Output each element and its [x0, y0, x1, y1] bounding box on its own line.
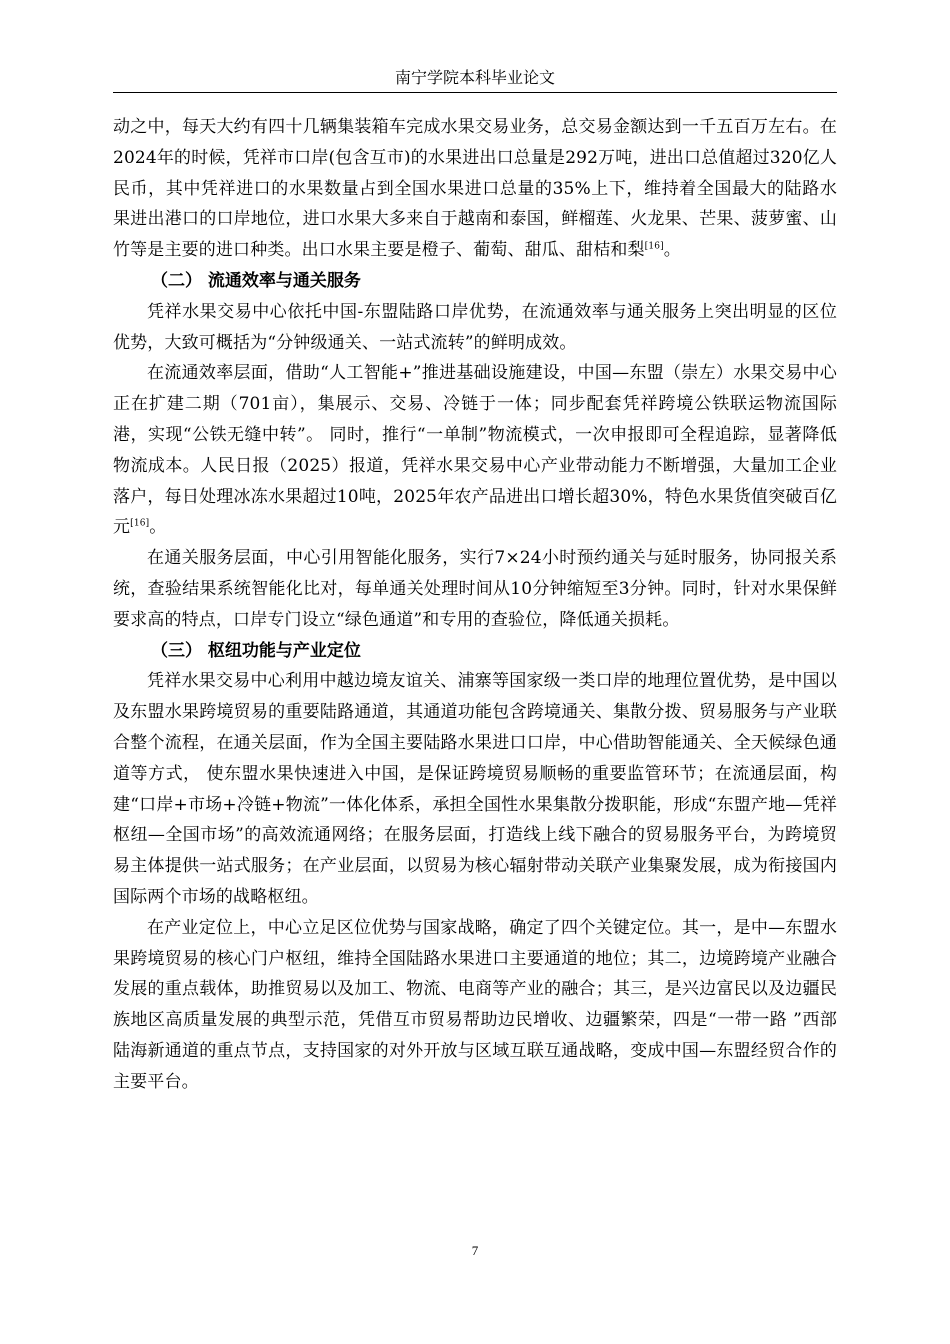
- header-title: 南宁学院本科毕业论文: [394, 68, 555, 87]
- page-header: [113, 66, 837, 93]
- citation: [16]: [130, 518, 150, 529]
- body-paragraph: 在流通效率层面，借助“人工智能+”推进基础设施建设，中国—东盟（崇左）水果交易中心正在扩建二期（701亩），集展示、交易、冷链于一体；同步配套凭祥跨境公铁联运物流国际港，实现“公铁无缝中转”。 同时，推行“一单制”物流模式，一次申报即可全程追踪，显著降低物流成本。人民日报（2025）报道，凭祥水果交易中心产业带动能力不断增强，大量加工企业落户，每日处理冰冻水果超过10吨，2025年农产品进出口增长超30%，特色水果货值突破百亿元[16]。: [113, 363, 837, 538]
- body-paragraph: 凭祥水果交易中心利用中越边境友谊关、浦寨等国家级一类口岸的地理位置优势，是中国以及东盟水果跨境贸易的重要陆路通道，其通道功能包含跨境通关、集散分拨、贸易服务与产业联合整个流程，在通关层面，作为全国主要陆路水果进口口岸，中心借助智能通关、全天候绿色通道等方式， 使东盟水果快速进入中国，是保证跨境贸易顺畅的重要监管环节；在流通层面，构建“口岸+市场+冷链+物流”一体化体系，承担全国性水果集散分拨职能，形成“东盟产地—凭祥枢纽—全国市场”的高效流通网络；在服务层面，打造线上线下融合的贸易服务平台，为跨境贸易主体提供一站式服务；在产业层面，以贸易为核心辐射带动关联产业集聚发展，成为衔接国内国际两个市场的战略枢纽。: [113, 671, 837, 907]
- document-body: [113, 112, 837, 1098]
- page-number: 7: [471, 1243, 479, 1258]
- section-heading: （三） 枢纽功能与产业定位: [151, 640, 361, 661]
- section-heading: （二） 流通效率与通关服务: [151, 270, 361, 291]
- body-paragraph: 凭祥水果交易中心依托中国-东盟陆路口岸优势，在流通效率与通关服务上突出明显的区位优势，大致可概括为“分钟级通关、一站式流转”的鲜明成效。: [113, 301, 837, 353]
- body-paragraph: 动之中，每天大约有四十几辆集装箱车完成水果交易业务，总交易金额达到一千五百万左右。在2024年的时候，凭祥市口岸(包含互市)的水果进出口总量是292万吨，进出口总值超过320亿人民币，其中凭祥进口的水果数量占到全国水果进口总量的35%上下，维持着全国最大的陆路水果进出港口的口岸地位，进口水果大多来自于越南和泰国，鲜榴莲、火龙果、芒果、菠萝蜜、山竹等是主要的进口种类。出口水果主要是橙子、葡萄、甜瓜、甜桔和梨[16]。: [113, 117, 837, 261]
- body-paragraph: 在通关服务层面，中心引用智能化服务，实行7×24小时预约通关与延时服务，协同报关系统，查验结果系统智能化比对，每单通关处理时间从10分钟缩短至3分钟。同时，针对水果保鲜要求高的特点，口岸专门设立“绿色通道”和专用的查验位，降低通关损耗。: [113, 548, 837, 630]
- body-paragraph: 在产业定位上，中心立足区位优势与国家战略，确定了四个关键定位。其一，是中—东盟水果跨境贸易的核心门户枢纽，维持全国陆路水果进口主要通道的地位；其二，边境跨境产业融合发展的重点载体，助推贸易以及加工、物流、电商等产业的融合；其三，是兴边富民以及边疆民族地区高质量发展的典型示范，凭借互市贸易帮助边民增收、边疆繁荣，四是“一带一路 ”西部陆海新通道的重点节点，支持国家的对外开放与区域互联互通战略，变成中国—东盟经贸合作的主要平台。: [113, 917, 837, 1092]
- citation: [16]: [644, 241, 664, 252]
